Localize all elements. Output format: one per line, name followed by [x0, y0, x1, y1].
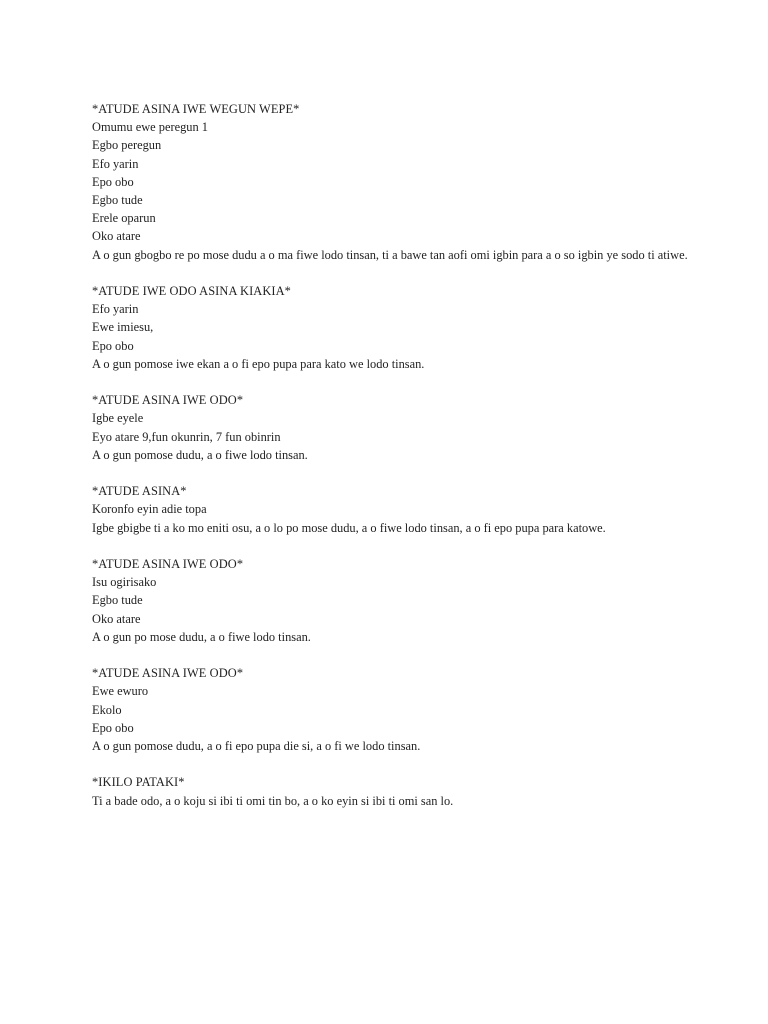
ingredient-line: Efo yarin — [92, 156, 139, 171]
ingredient-line: Oko atare — [92, 229, 141, 244]
section-heading: *ATUDE ASINA IWE ODO* — [92, 393, 244, 408]
recipe-section — [92, 100, 712, 264]
section-heading: *ATUDE ASINA IWE ODO* — [92, 666, 244, 681]
recipe-section — [92, 282, 712, 373]
ingredient-line: Efo yarin — [92, 302, 139, 317]
ingredient-line: Egbo tude — [92, 593, 143, 608]
ingredient-line: Ekolo — [92, 702, 122, 717]
instruction-paragraph: A o gun pomose dudu, a o fi epo pupa die si, a o fi we lodo tinsan. — [92, 739, 421, 754]
section-heading: *ATUDE IWE ODO ASINA KIAKIA* — [92, 284, 291, 299]
ingredient-line: Egbo tude — [92, 193, 143, 208]
section-heading: *ATUDE ASINA* — [92, 484, 187, 499]
ingredient-line: Ewe ewuro — [92, 684, 149, 699]
ingredient-line: Oko atare — [92, 611, 141, 626]
document-body — [92, 100, 712, 828]
instruction-paragraph: A o gun po mose dudu, a o fiwe lodo tinsan. — [92, 629, 311, 644]
instruction-paragraph: A o gun pomose dudu, a o fiwe lodo tinsan. — [92, 447, 308, 462]
warning-text: Ti a bade odo, a o koju si ibi ti omi tin bo, a o ko eyin si ibi ti omi san lo. — [92, 793, 454, 808]
recipe-section — [92, 555, 712, 646]
warning-section — [92, 773, 712, 809]
ingredient-line: Eyo atare 9,fun okunrin, 7 fun obinrin — [92, 429, 281, 444]
ingredient-line: Omumu ewe peregun 1 — [92, 120, 208, 135]
ingredient-line: Epo obo — [92, 720, 134, 735]
ingredient-line: Ewe imiesu, — [92, 320, 154, 335]
instruction-paragraph: Igbe gbigbe ti a ko mo eniti osu, a o lo po mose dudu, a o fiwe lodo tinsan, a o fi epo pupa para katowe. — [92, 520, 606, 535]
ingredient-line: Epo obo — [92, 338, 134, 353]
section-heading: *ATUDE ASINA IWE ODO* — [92, 557, 244, 572]
instruction-paragraph: A o gun pomose iwe ekan a o fi epo pupa para kato we lodo tinsan. — [92, 356, 425, 371]
section-heading: *IKILO PATAKI* — [92, 775, 185, 790]
instruction-paragraph: A o gun gbogbo re po mose dudu a o ma fiwe lodo tinsan, ti a bawe tan aofi omi igbin para a o so igbin ye sodo ti atiwe. — [92, 247, 688, 262]
ingredient-line: Koronfo eyin adie topa — [92, 502, 207, 517]
ingredient-line: Igbe eyele — [92, 411, 144, 426]
ingredient-line: Egbo peregun — [92, 138, 162, 153]
recipe-section — [92, 391, 712, 464]
ingredient-line: Erele oparun — [92, 211, 156, 226]
recipe-section — [92, 482, 712, 537]
section-heading: *ATUDE ASINA IWE WEGUN WEPE* — [92, 102, 300, 116]
recipe-section — [92, 664, 712, 755]
ingredient-line: Isu ogirisako — [92, 575, 157, 590]
ingredient-line: Epo obo — [92, 174, 134, 189]
